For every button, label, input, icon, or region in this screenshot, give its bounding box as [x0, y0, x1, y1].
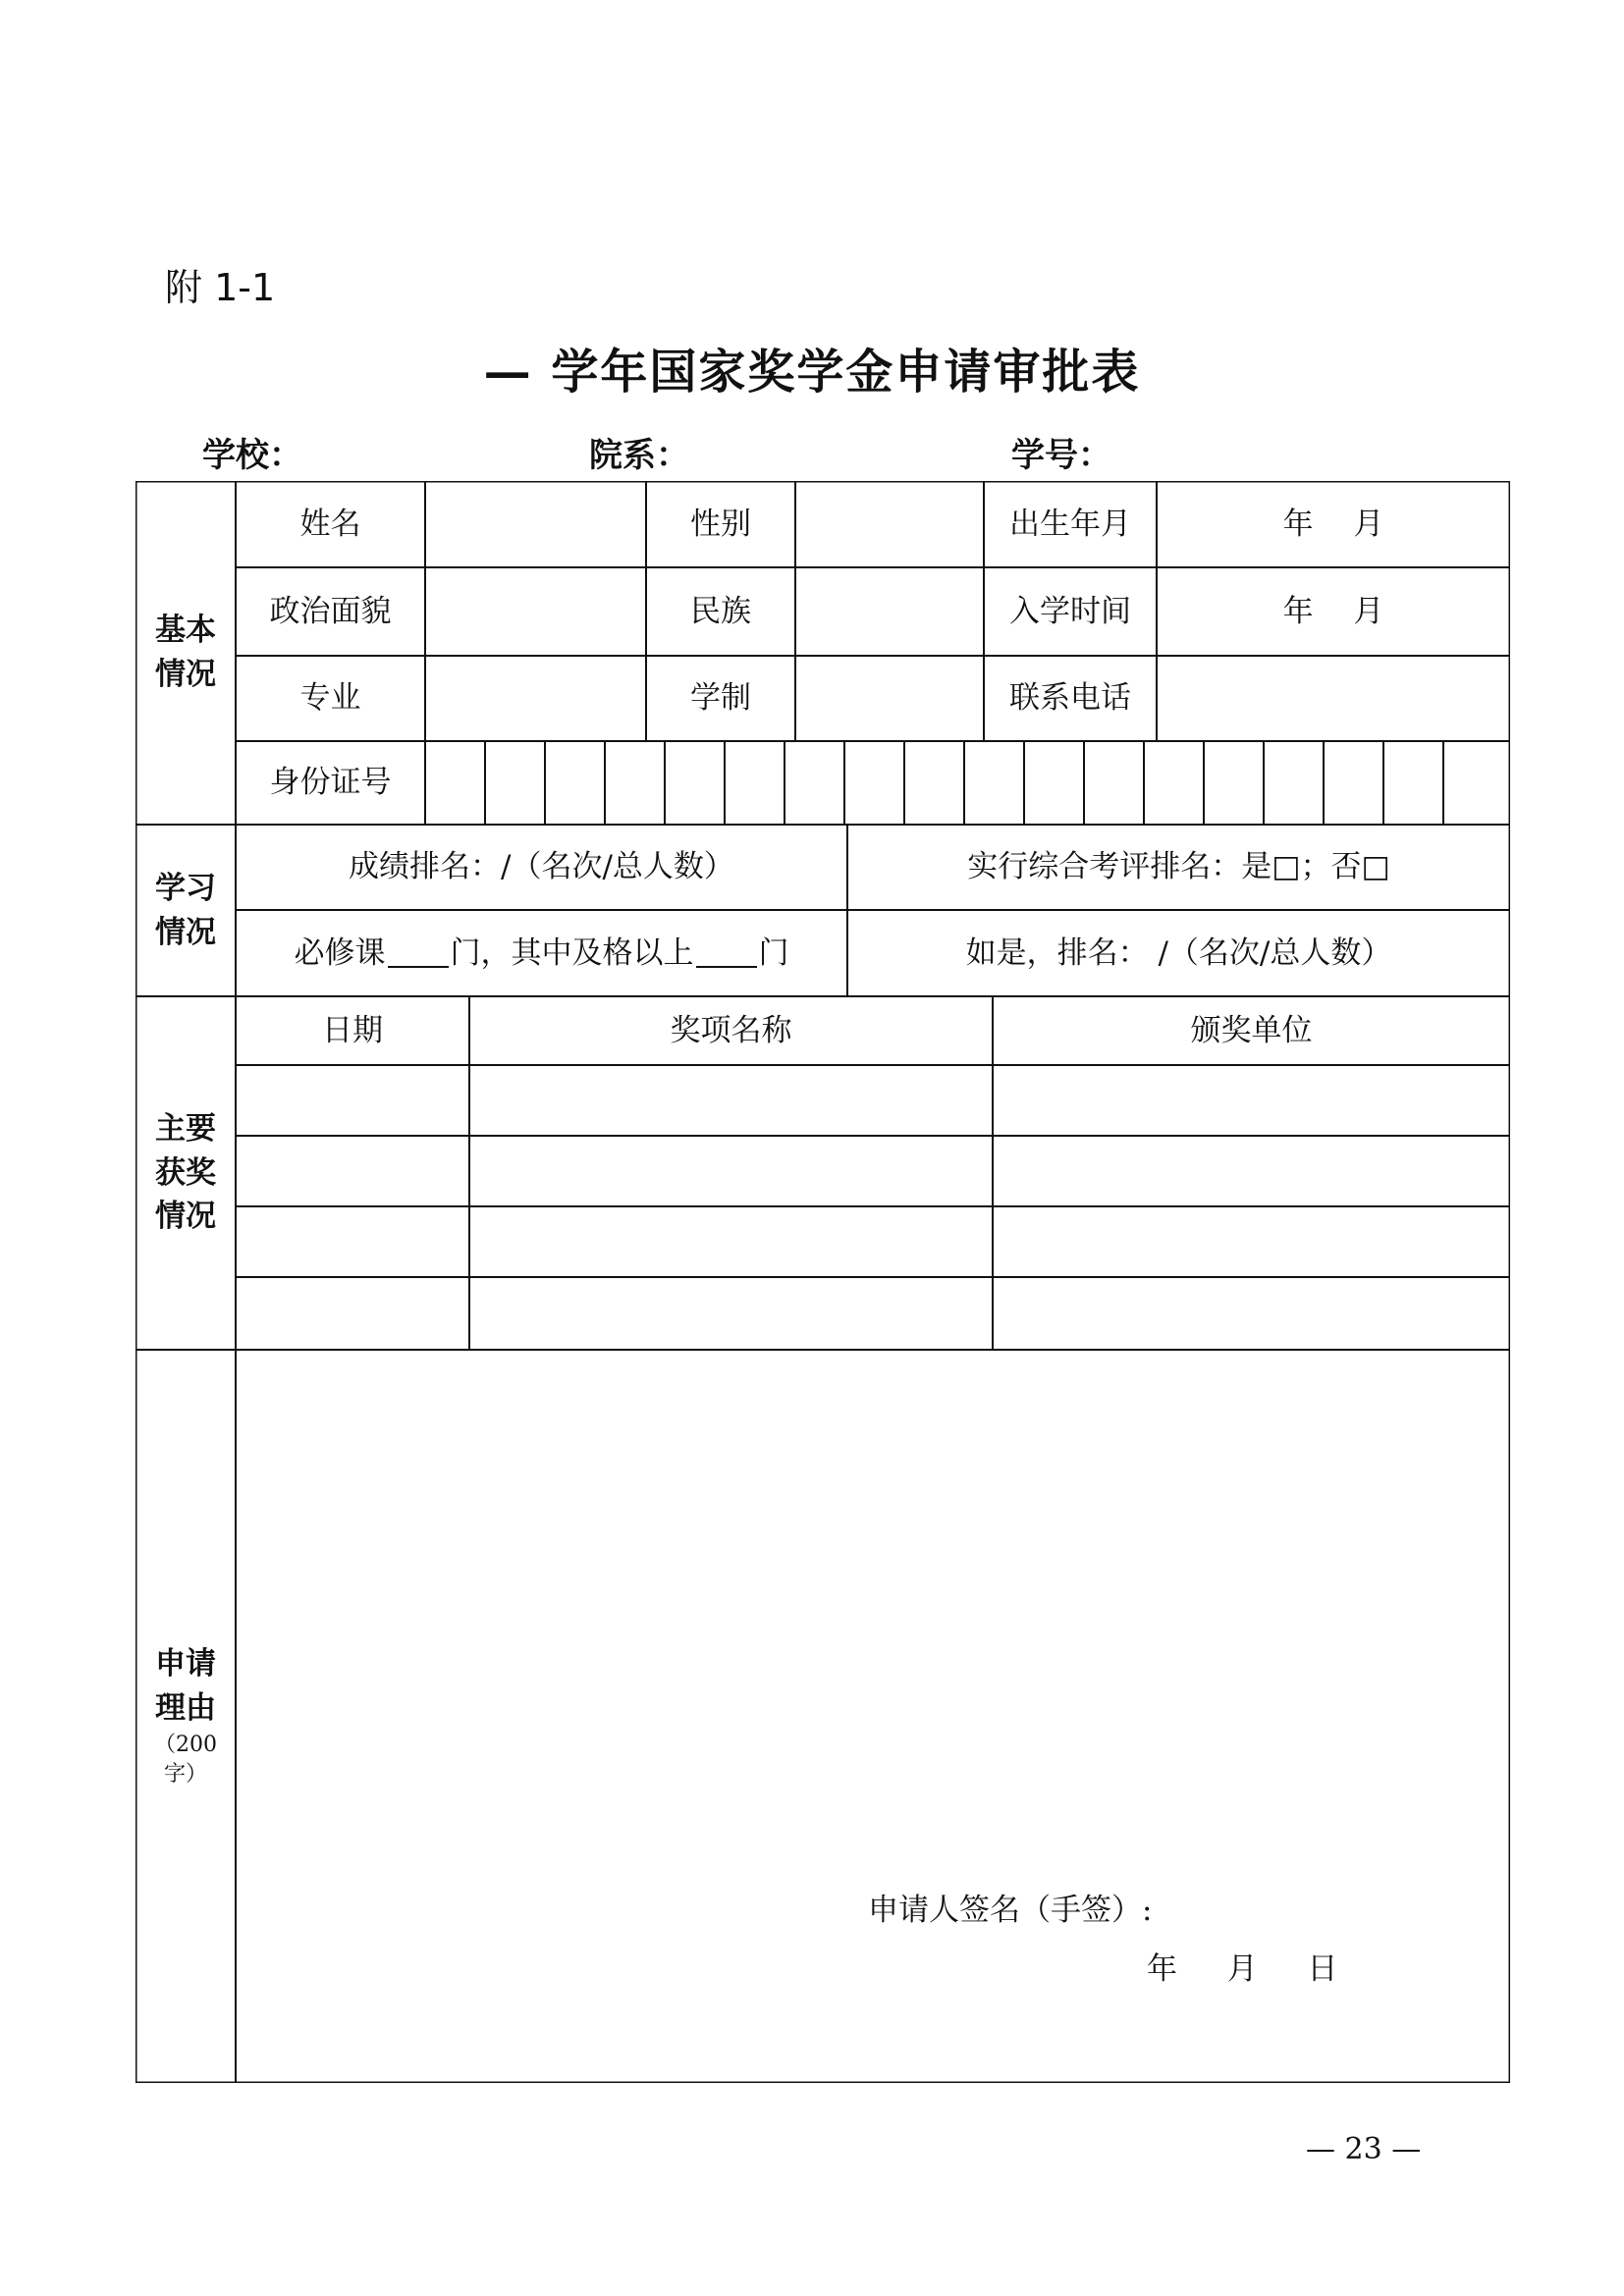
form-title: — 学年国家奖学金申请审批表	[483, 345, 1141, 400]
input-major[interactable]	[425, 656, 646, 741]
page-number: — 23 —	[1306, 2132, 1422, 2166]
input-gender[interactable]	[795, 481, 984, 567]
required-courses-line	[236, 910, 847, 996]
label-major: 专业	[299, 680, 361, 717]
label-ethnicity: 民族	[690, 593, 751, 629]
label-if-yes-rank: 如是，排名： /（名次/总人数）	[965, 934, 1392, 971]
label-political: 政治面貌	[269, 593, 392, 629]
attachment-label: 附 1-1	[165, 266, 276, 309]
input-birth[interactable]: 年 月	[1282, 506, 1384, 542]
student-id-label: 学号：	[1011, 436, 1111, 475]
passed-count-blank[interactable]	[696, 938, 757, 968]
school-label: 学校：	[202, 436, 302, 475]
application-form	[135, 481, 1510, 2083]
label-rank: 成绩排名：/（名次/总人数）	[349, 849, 734, 885]
label-name: 姓名	[299, 506, 361, 542]
label-gender: 性别	[690, 506, 751, 542]
required-suffix: 门	[758, 934, 789, 971]
awards-col-issuer: 颁奖单位	[1190, 1012, 1313, 1048]
signature-date: 年 月 日	[1147, 1951, 1338, 1987]
input-phone[interactable]	[1157, 656, 1510, 741]
section-basic-label: 基本情况	[155, 613, 216, 692]
label-schooling: 学制	[690, 680, 751, 717]
awards-col-date: 日期	[322, 1012, 383, 1048]
awards-col-name: 奖项名称	[670, 1012, 792, 1048]
input-schooling[interactable]	[795, 656, 984, 741]
input-political[interactable]	[425, 567, 646, 656]
required-count-blank[interactable]	[388, 938, 449, 968]
section-awards	[135, 996, 236, 1350]
input-id-number-boxes[interactable]	[425, 741, 1510, 825]
label-enroll: 入学时间	[1009, 593, 1131, 629]
required-mid: 门，其中及格以上	[450, 934, 694, 971]
label-id-number: 身份证号	[269, 765, 392, 801]
section-study-label: 学习情况	[155, 870, 216, 950]
section-study-info	[135, 825, 236, 996]
label-comprehensive-rank[interactable]: 实行综合考评排名：是□；否□	[967, 849, 1390, 885]
input-enroll[interactable]: 年 月	[1282, 593, 1384, 629]
signature-label: 申请人签名（手签）:	[868, 1893, 1153, 1928]
section-reason-label: 申请理由	[155, 1645, 216, 1726]
section-reason-note: （200字）	[154, 1732, 217, 1788]
section-awards-label: 主要获奖情况	[155, 1110, 216, 1235]
input-name[interactable]	[425, 481, 646, 567]
input-ethnicity[interactable]	[795, 567, 984, 656]
section-basic-info	[135, 481, 236, 825]
label-phone: 联系电话	[1009, 680, 1131, 717]
department-label: 院系：	[589, 436, 689, 475]
section-reason	[135, 1350, 236, 2083]
required-prefix: 必修课	[294, 934, 386, 971]
label-birth: 出生年月	[1009, 506, 1131, 542]
